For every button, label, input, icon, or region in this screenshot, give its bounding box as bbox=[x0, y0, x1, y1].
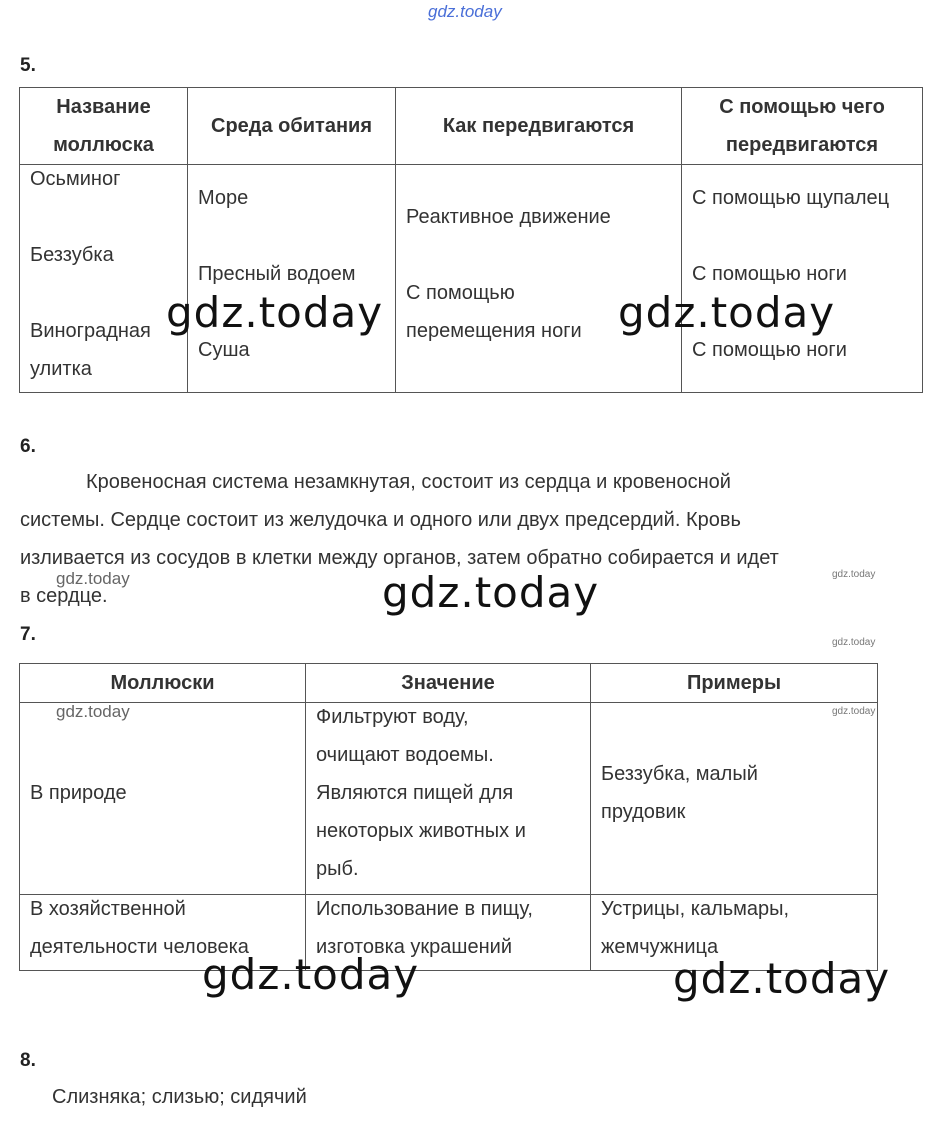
watermark: gdz.today bbox=[673, 954, 891, 1003]
cell-text: С помощью ноги bbox=[692, 263, 847, 285]
cell-text: перемещения ноги bbox=[406, 320, 582, 342]
cell-text: Виноградная bbox=[30, 320, 151, 342]
header-cell: Моллюски bbox=[20, 664, 306, 703]
examples-cell bbox=[591, 703, 878, 895]
watermark: gdz.today bbox=[618, 288, 836, 337]
watermark: gdz.today bbox=[202, 950, 420, 999]
cell-text: жемчужница bbox=[601, 936, 719, 958]
cell-text: С помощью щупалец bbox=[692, 187, 890, 209]
task-5-number: 5. bbox=[20, 55, 36, 76]
movement-cell bbox=[396, 165, 682, 393]
cell-text: изготовка украшений bbox=[316, 936, 512, 958]
table-header-row bbox=[20, 664, 878, 703]
category-cell bbox=[20, 703, 306, 895]
table-row bbox=[20, 703, 878, 895]
cell-text: Фильтруют воду, bbox=[316, 706, 469, 728]
meaning-cell bbox=[306, 703, 591, 895]
paragraph-line: Кровеносная система незамкнутая, состоит из сердца и кровеносной bbox=[86, 471, 731, 493]
watermark: gdz.today bbox=[166, 288, 384, 337]
task-6-number: 6. bbox=[20, 436, 36, 457]
mollusk-names-cell bbox=[20, 165, 188, 393]
header-cell: Среда обитания bbox=[188, 88, 396, 165]
cell-text: В хозяйственной bbox=[30, 898, 186, 920]
table-header-row bbox=[20, 88, 923, 165]
header-cell: Примеры bbox=[591, 664, 878, 703]
task-5-table bbox=[19, 87, 923, 393]
cell-text: С помощью ноги bbox=[692, 339, 847, 361]
header-cell: Название моллюска bbox=[20, 88, 188, 165]
cell-text: улитка bbox=[30, 358, 92, 380]
watermark: gdz.today bbox=[382, 568, 600, 617]
task-7-number: 7. bbox=[20, 624, 36, 645]
cell-text: Суша bbox=[198, 339, 250, 361]
cell-text: очищают водоемы. bbox=[316, 744, 494, 766]
cell-text: Беззубка, малый bbox=[601, 763, 758, 785]
paragraph-line: системы. Сердце состоит из желудочка и одного или двух предсердий. Кровь bbox=[20, 509, 741, 531]
watermark: gdz.today bbox=[832, 637, 876, 648]
cell-text: рыб. bbox=[316, 858, 359, 880]
movement-organ-cell bbox=[682, 165, 923, 393]
paragraph-line: изливается из сосудов в клетки между органов, затем обратно собирается и идет bbox=[20, 547, 779, 569]
watermark: gdz.today bbox=[56, 702, 130, 721]
cell-text: Реактивное движение bbox=[406, 206, 611, 228]
table-row bbox=[20, 165, 923, 393]
watermark: gdz.today bbox=[832, 569, 876, 580]
cell-text: В природе bbox=[30, 782, 127, 804]
habitat-cell bbox=[188, 165, 396, 393]
cell-text: Пресный водоем bbox=[198, 263, 356, 285]
cell-text: Являются пищей для bbox=[316, 782, 514, 804]
cell-text: Беззубка bbox=[30, 244, 114, 266]
header-cell: Значение bbox=[306, 664, 591, 703]
header-watermark: gdz.today bbox=[428, 2, 502, 21]
task-8-number: 8. bbox=[20, 1050, 36, 1071]
task-8-answer: Слизняка; слизью; сидячий bbox=[52, 1086, 307, 1108]
cell-text: Море bbox=[198, 187, 249, 209]
task-7-table bbox=[19, 663, 878, 971]
paragraph-line: в сердце. bbox=[20, 585, 108, 607]
watermark: gdz.today bbox=[56, 569, 130, 588]
cell-text: Устрицы, кальмары, bbox=[601, 898, 790, 920]
cell-text: прудовик bbox=[601, 801, 686, 823]
cell-text: деятельности человека bbox=[30, 936, 249, 958]
cell-text: некоторых животных и bbox=[316, 820, 526, 842]
header-cell: С помощью чего передвигаются bbox=[682, 88, 923, 165]
header-cell: Как передвигаются bbox=[396, 88, 682, 165]
cell-text: Использование в пищу, bbox=[316, 898, 533, 920]
watermark: gdz.today bbox=[832, 706, 876, 717]
cell-text: С помощью bbox=[406, 282, 515, 304]
cell-text: Осьминог bbox=[30, 168, 121, 190]
